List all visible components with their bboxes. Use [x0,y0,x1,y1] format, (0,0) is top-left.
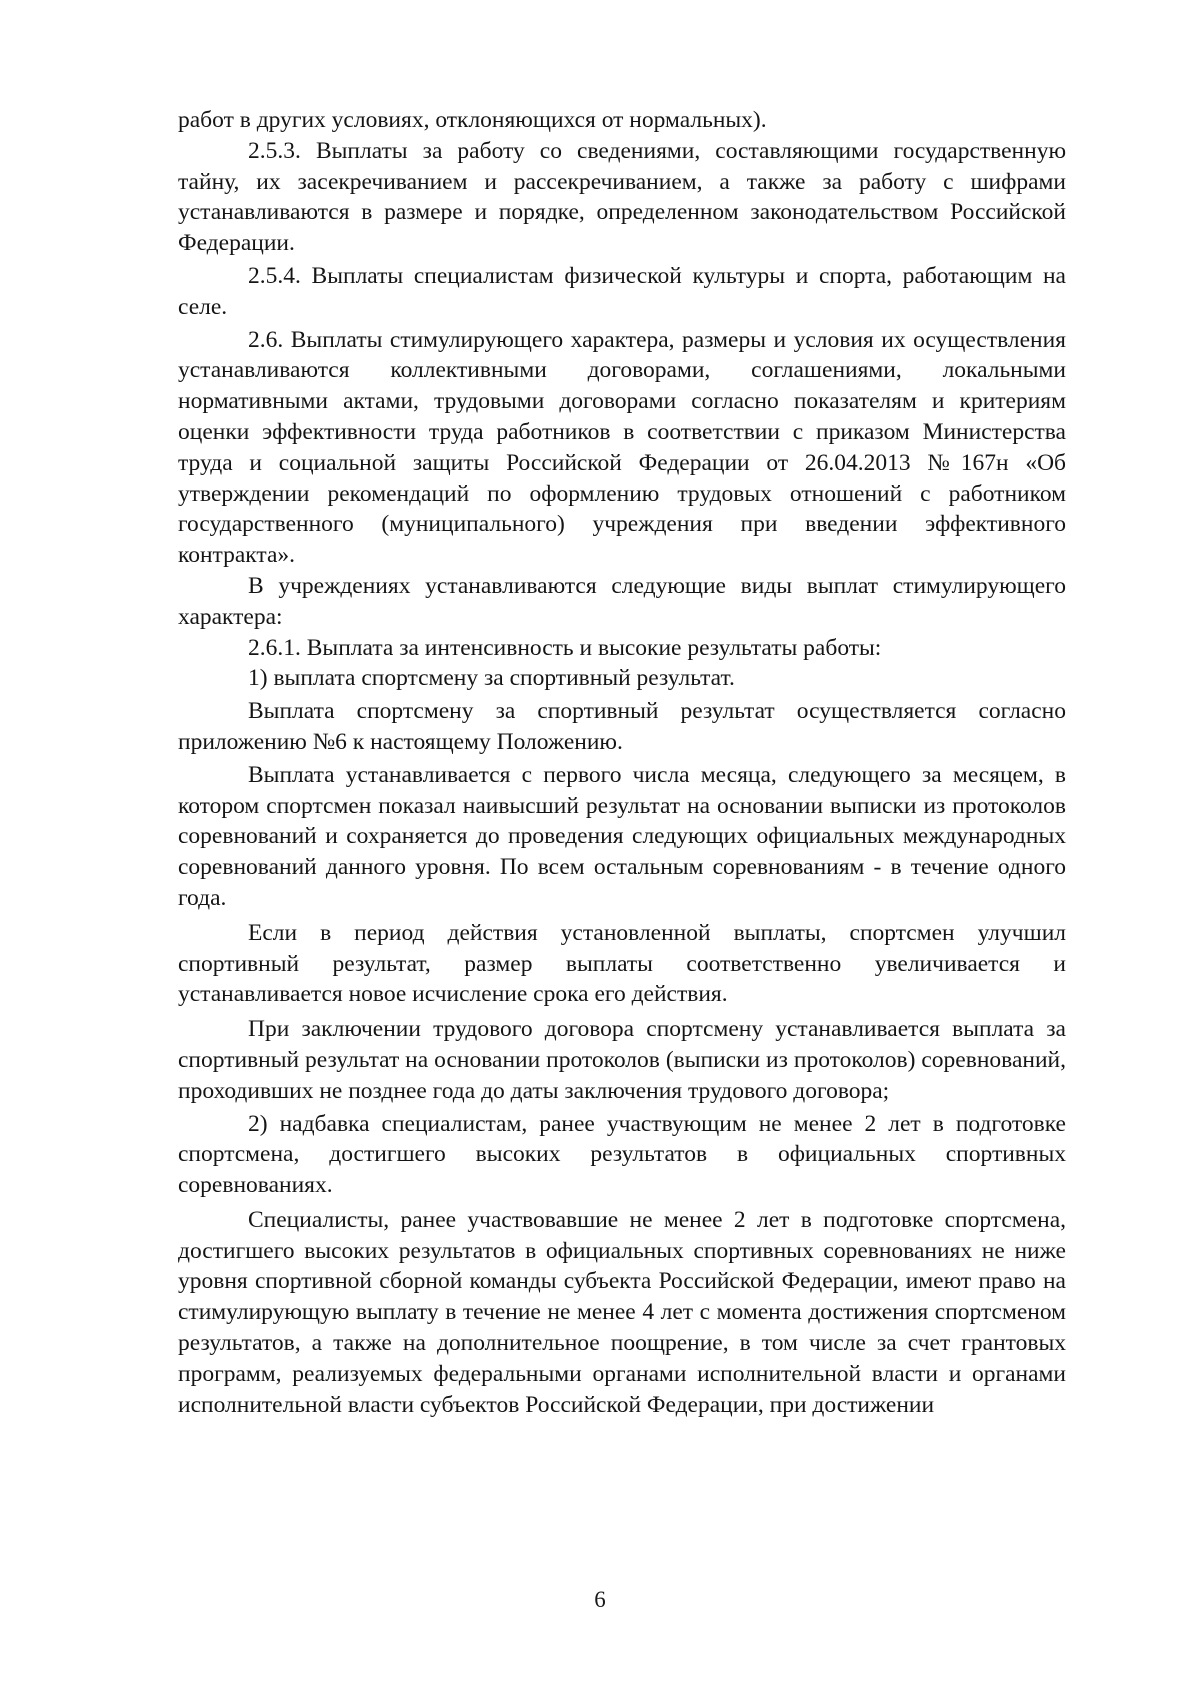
paragraph-item-2: 2) надбавка специалистам, ранее участвующим не менее 2 лет в подготовке спортсмена, достигшего высоких результатов в официальных спортивных соревнованиях. [178,1110,1066,1199]
paragraph-2-6-1: 2.6.1. Выплата за интенсивность и высокие результаты работы: [248,634,882,661]
paragraph-2-6: 2.6. Выплаты стимулирующего характера, размеры и условия их осуществления устанавливаются коллективными договорами, соглашениями, локальными нормативными актами, трудовыми договорами согласно показателям и критериям оценки эффективности труда работников в соответствии с приказом Министерства труда и социальной защиты Российской Федерации от 26.04.2013 №167н «Об утверждении рекомендаций по оформлению трудовых отношений с работником государственного (муниципального) учреждения при введении эффективного контракта». [178,326,1066,569]
paragraph-payment-types: В учреждениях устанавливаются следующие виды выплат стимулирующего характера: [178,572,1066,630]
paragraph-2-5-3: 2.5.3. Выплаты за работу со сведениями, составляющими государственную тайну, их засекречиванием и рассекречиванием, а также за работу с шифрами устанавливаются в размере и порядке, определенном законодательством Российской Федерации. [178,137,1066,257]
page-number: 6 [594,1587,606,1612]
paragraph-item-1: 1) выплата спортсмену за спортивный результат. [248,665,735,692]
paragraph-athlete-payment: Выплата спортсмену за спортивный результат осуществляется согласно приложению №6 к настоящему Положению. [178,698,1066,755]
document-body [178,105,1066,1420]
paragraph-continuation: работ в других условиях, отклоняющихся от нормальных). [178,107,767,133]
paragraph-payment-start: Выплата устанавливается с первого числа месяца, следующего за месяцем, в котором спортсмен показал наивысший результат на основании выписки из протоколов соревнований и сохраняется до проведения следующих официальных международных соревнований данного уровня. По всем остальным соревнованиям - в течение одного года. [178,761,1066,911]
paragraph-2-5-4: 2.5.4. Выплаты специалистам физической культуры и спорта, работающим на селе. [178,262,1066,320]
paragraph-labor-contract: При заключении трудового договора спортсмену устанавливается выплата за спортивный результат на основании протоколов (выписки из протоколов) соревнований, проходивших не позднее года до даты заключения трудового договора; [178,1016,1066,1104]
paragraph-result-improved: Если в период действия установленной выплаты, спортсмен улучшил спортивный результат, размер выплаты соответственно увеличивается и устанавливается новое исчисление срока его действия. [178,919,1066,1008]
paragraph-specialists: Специалисты, ранее участвовавшие не менее 2 лет в подготовке спортсмена, достигшего высоких результатов в официальных спортивных соревнованиях не ниже уровня спортивной сборной команды субъекта Российской Федерации, имеют право на стимулирующую выплату в течение не менее 4 лет с момента достижения спортсменом результатов, а также на дополнительное поощрение, в том числе за счет грантовых программ, реализуемых федеральными органами исполнительной власти и органами исполнительной власти субъектов Российской Федерации, при достижении [178,1206,1066,1418]
